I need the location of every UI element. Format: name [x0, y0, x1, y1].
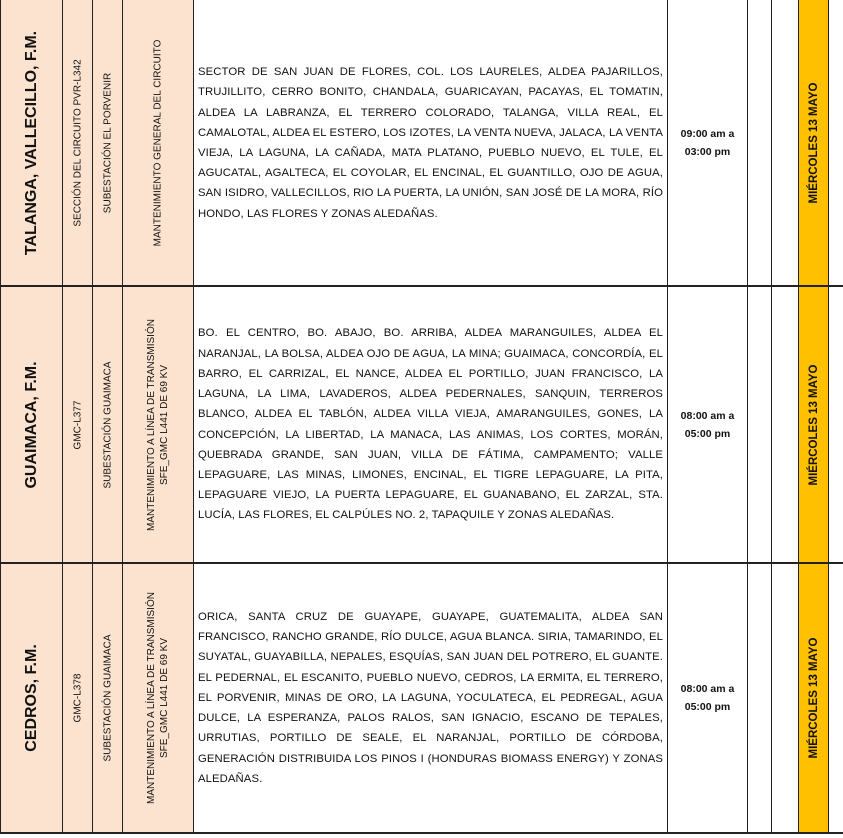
time-start: 08:00 am a [680, 409, 735, 422]
table-row [0, 563, 843, 833]
affected-areas-text: ORICA, SANTA CRUZ DE GUAYAPE, GUAYAPE, GUATEMALITA, ALDEA SAN FRANCISCO, RANCHO GRANDE, RÍO DULCE, AGUA BLANCA. SIRIA, TAMARINDO, EL SUYATAL, GUAYABILLA, NEPALES, ESQUÍAS, SAN JUAN DEL POTRERO, EL GUANTE. EL PEDERNAL, EL ESCANITO, PUEBLO NUEVO, CEDROS, LA ERMITA, EL TERRERO, EL PORVENIR, MINAS DE ORO, LA LAGUNA, YOCULATECA, EL PEDREGAL, AGUA DULCE, LA ESPERANZA, PALOS RALOS, SAN IGNACIO, ESCANO DE TEPALES, URRUTIAS, PORTILLO DE SEALE, EL NARANJAL, PORTILLO DE CÓRDOBA, GENERACIÓN DISTRIBUIDA LOS PINOS I (HONDURAS BIOMASS ENERGY) Y ZONAS ALEDAÑAS. [198, 611, 663, 785]
work-cell [123, 286, 194, 563]
substation-label: SUBESTACIÓN GUAIMACA [102, 360, 113, 489]
blank-cell [772, 563, 799, 833]
row-divider [0, 285, 843, 287]
blank-cell [748, 286, 772, 563]
time-end: 05:00 pm [684, 427, 731, 440]
work-cell [123, 563, 194, 833]
work-description [152, 40, 165, 247]
day-label: MIÉRCOLES 13 MAYO [807, 364, 820, 485]
substation-label: SUBESTACIÓN EL PORVENIR [102, 72, 113, 214]
time-start: 08:00 am a [680, 683, 735, 695]
areas-cell [194, 0, 668, 286]
day-cell [799, 563, 829, 833]
circuit-cell [63, 286, 93, 563]
work-line-1: MANTENIMIENTO GENERAL DEL CIRCUITO [152, 39, 164, 247]
areas-cell [194, 563, 668, 833]
table-row [0, 0, 843, 286]
circuit-label: SECCIÓN DEL CIRCUITO PVR-L342 [72, 59, 83, 227]
work-line-2: SFE_GMC L441 DE 69 KV [159, 637, 170, 759]
row-divider [0, 562, 843, 564]
time-range [668, 563, 747, 833]
work-description [145, 592, 171, 804]
work-line-1: MANTENIMIENTO A LÍNEA DE TRANSMISIÓN [146, 318, 157, 531]
work-description [145, 319, 171, 531]
circuit-label: GMC-L377 [72, 400, 83, 449]
substation-cell [93, 286, 123, 563]
day-label: MIÉRCOLES 13 MAYO [807, 637, 820, 759]
municipality-label: TALANGA, VALLECILLO, F.M. [22, 30, 40, 256]
municipality-cell [0, 0, 63, 286]
time-cell [668, 563, 748, 833]
affected-areas-text: SECTOR DE SAN JUAN DE FLORES, COL. LOS LAURELES, ALDEA PAJARILLOS, TRUJILLITO, CERRO BONITO, CHANDALA, GUARICAYAN, PACAYAS, EL TOMATIN, ALDEA LA LABRANZA, EL TERRERO COLORADO, TALANGA, VILLA REAL, EL CAMALOTAL, ALDEA EL ESTERO, LOS IZOTES, LA VENTA NUEVA, JALACA, LA VENTA VIEJA, LA LAGUNA, LA CAÑADA, MATA PLATANO, PUEBLO NUEVO, EL TULE, EL AGUCATAL, AGALTECA, EL COYOLAR, EL ENCINAL, EL GUANTILLO, OJO DE AGUA, SAN ISIDRO, VALLECILLOS, RIO LA PUERTA, LA UNIÓN, SAN JOSÉ DE LA MORA, RÍO HONDO, LAS FLORES Y ZONAS ALEDAÑAS. [198, 66, 663, 220]
day-label: MIÉRCOLES 13 MAYO [807, 82, 820, 204]
circuit-cell [63, 0, 93, 286]
table-bottom-border [0, 832, 843, 834]
work-line-1: MANTENIMIENTO A LÍNEA DE TRANSMISIÓN [146, 592, 157, 804]
time-range [668, 286, 747, 563]
municipality-label: CEDROS, F.M. [22, 644, 40, 752]
time-end: 03:00 pm [684, 146, 731, 158]
time-range [668, 0, 747, 286]
municipality-cell [0, 286, 63, 563]
time-cell [668, 286, 748, 563]
blank-cell [748, 563, 772, 833]
time-cell [668, 0, 748, 286]
municipality-cell [0, 563, 63, 833]
substation-label: SUBESTACIÓN GUAIMACA [102, 634, 113, 762]
municipality-label: GUAIMACA, F.M. [22, 360, 40, 489]
day-cell [799, 286, 829, 563]
work-cell [123, 0, 194, 286]
time-end: 05:00 pm [684, 701, 731, 713]
affected-areas-text: BO. EL CENTRO, BO. ABAJO, BO. ARRIBA, ALDEA MARANGUILES, ALDEA EL NARANJAL, LA BOLSA, ALDEA OJO DE AGUA, LA MINA; GUAIMACA, CONCORDÍA, EL BARRO, EL CARRIZAL, EL NANCE, ALDEA EL PORTILLO, JUAN FRANCISCO, LA LAGUNA, LA LIMA, LAVADEROS, ALDEA PEDERNALES, SANQUIN, TERREROS BLANCO, ALDEA EL TABLÓN, ALDEA VILLA VIEJA, AMARANGUILES, GONES, LA CONCEPCIÓN, LA LIBERTAD, LA MANACA, LAS ANIMAS, LOS CORTES, MORÁN, QUEBRADA GRANDE, SAN JUAN, VILLA DE FÁTIMA, CAMPAMENTO; VALLE LEPAGUARE, LAS MINAS, LIMONES, ENCINAL, EL TIGRE LEPAGUARE, LA PITA, LEPAGUARE VIEJO, LA PUERTA LEPAGUARE, EL GUANABANO, EL ZARZAL, STA. LUCÍA, LAS FLORES, EL CALPÚLES NO. 2, TAPAQUILE Y ZONAS ALEDAÑAS. [198, 327, 663, 522]
table-row [0, 286, 843, 563]
circuit-label: GMC-L378 [72, 673, 83, 723]
blank-cell [772, 286, 799, 563]
day-cell [799, 0, 829, 286]
blank-cell [748, 0, 772, 286]
blank-cell [772, 0, 799, 286]
circuit-cell [63, 563, 93, 833]
areas-cell [194, 286, 668, 563]
work-line-2: SFE_GMC L441 DE 69 KV [159, 364, 170, 485]
time-start: 09:00 am a [680, 128, 735, 140]
substation-cell [93, 0, 123, 286]
substation-cell [93, 563, 123, 833]
